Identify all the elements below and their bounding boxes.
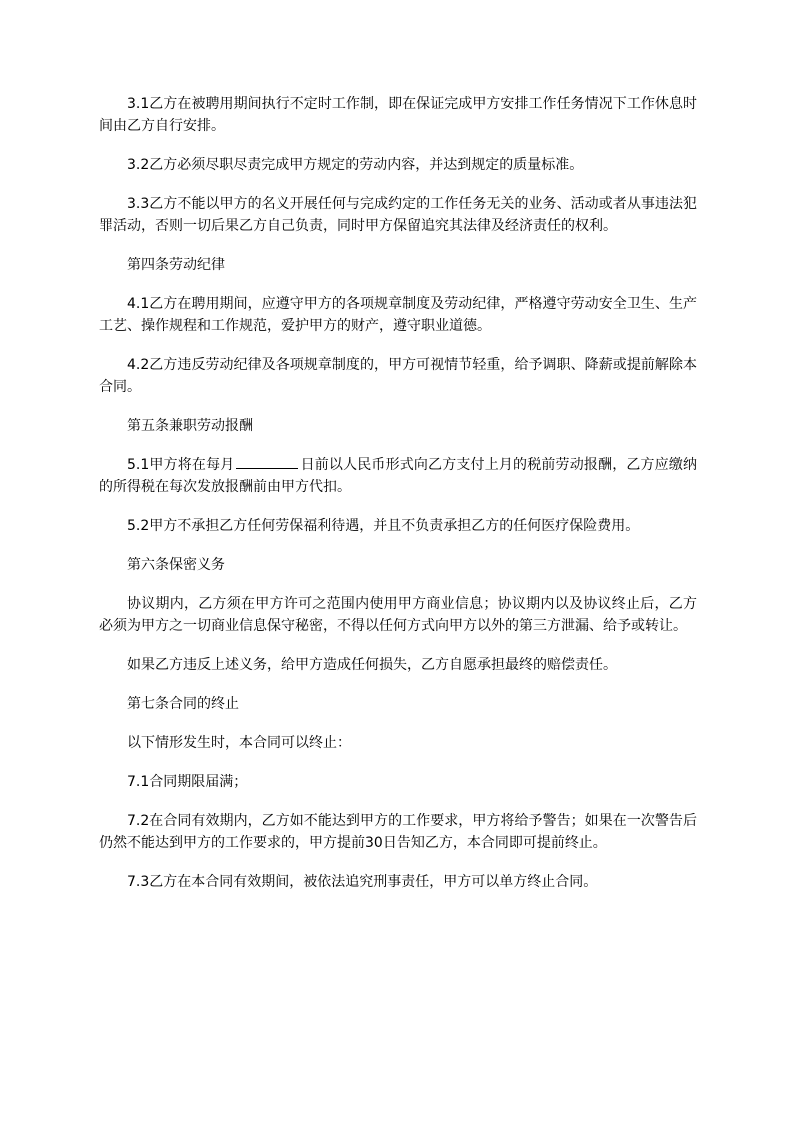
section-heading-7: 第七条合同的终止 [127,696,239,712]
clause-7-2: 7.2在合同有效期内，乙方如不能达到甲方的工作要求，甲方将给予警告；如果在一次警告后仍然不能达到甲方的工作要求的，甲方提前30日告知乙方，本合同即可提前终止。 [99,813,697,851]
clause-7-1: 7.1合同期限届满； [127,774,248,790]
clause-5-2: 5.2甲方不承担乙方任何劳保福利待遇，并且不负责承担乙方的任何医疗保险费用。 [127,518,640,534]
confidentiality-paragraph-1: 协议期内，乙方须在甲方许可之范围内使用甲方商业信息；协议期内以及协议终止后，乙方必须为甲方之一切商业信息保守秘密，不得以任何方式向甲方以外的第三方泄漏、给予或转让。 [99,596,697,634]
termination-intro: 以下情形发生时，本合同可以终止： [127,735,351,751]
clause-3-3: 3.3乙方不能以甲方的名义开展任何与完成约定的工作任务无关的业务、活动或者从事违法犯罪活动，否则一切后果乙方自己负责，同时甲方保留追究其法律及经济责任的权利。 [99,196,697,234]
clause-4-1: 4.1乙方在聘用期间，应遵守甲方的各项规章制度及劳动纪律，严格遵守劳动安全卫生、生产工艺、操作规程和工作规范，爱护甲方的财产，遵守职业道德。 [99,296,697,334]
clause-3-1: 3.1乙方在被聘用期间执行不定时工作制，即在保证完成甲方安排工作任务情况下工作休息时间由乙方自行安排。 [99,96,697,134]
clause-7-3: 7.3乙方在本合同有效期间，被依法追究刑事责任，甲方可以单方终止合同。 [127,874,598,890]
section-heading-4: 第四条劳动纪律 [127,257,225,273]
document-body [99,93,697,893]
clause-3-2: 3.2乙方必须尽职尽责完成甲方规定的劳动内容，并达到规定的质量标准。 [127,157,584,173]
clause-5-1-text-before: 5.1甲方将在每月 [127,457,235,473]
clause-5-1-text-after: 日前以人民币形式向乙方支付上月的税前劳动报酬，乙方应缴纳的所得税在每次发放报酬前由甲方代扣。 [99,457,698,495]
payment-day-blank [236,454,298,469]
clause-5-1 [99,454,697,498]
section-heading-6: 第六条保密义务 [127,557,225,573]
clause-4-2: 4.2乙方违反劳动纪律及各项规章制度的，甲方可视情节轻重，给予调职、降薪或提前解除本合同。 [99,357,697,395]
section-heading-5: 第五条兼职劳动报酬 [127,418,253,434]
confidentiality-paragraph-2: 如果乙方违反上述义务，给甲方造成任何损失，乙方自愿承担最终的赔偿责任。 [127,657,617,673]
